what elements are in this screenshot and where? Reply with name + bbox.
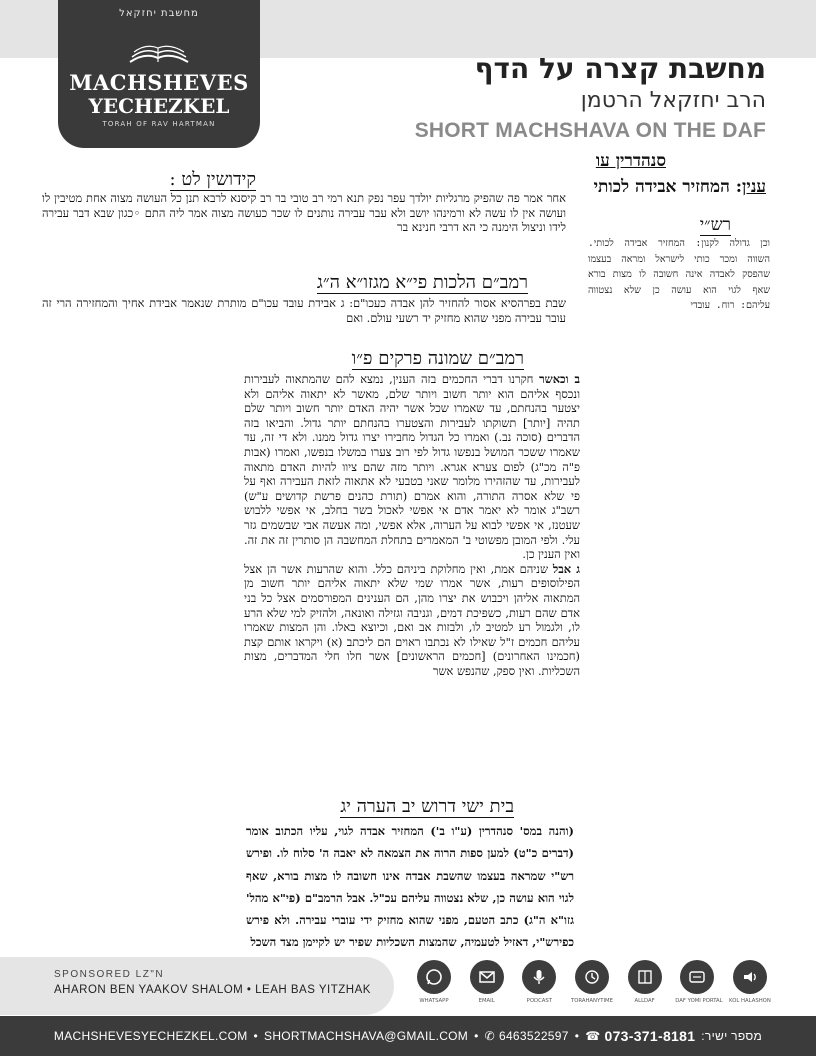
whatsapp-link[interactable] <box>412 960 456 1016</box>
sponsor-banner <box>0 957 394 1015</box>
beis-yishai-heading: בית ישי דרוש יב הערה יג <box>340 796 514 817</box>
footer-separator: • <box>474 1029 479 1043</box>
topic-text: : המחזיר אבידה לכותי <box>593 177 743 197</box>
para2-marker: ג אבל <box>552 561 580 576</box>
page-title-hebrew: מחשבת קצרה על הדף <box>474 52 766 85</box>
icon-label: PODCAST <box>526 998 552 1004</box>
logo-hebrew: מחשבת יחזקאל <box>119 8 199 19</box>
whatsapp-icon <box>417 960 451 994</box>
footer-bar <box>0 1016 816 1056</box>
footer-phone-label: מספר ישיר: <box>701 1029 763 1043</box>
whatsapp-icon: ✆ <box>484 1029 495 1043</box>
torahanytime-icon <box>575 960 609 994</box>
author-name: הרב יחזקאל הרטמן <box>580 88 766 113</box>
footer-website[interactable]: MACHSHEVESYECHEZKEL.COM <box>53 1029 248 1043</box>
logo-tagline: TORAH OF RAV HARTMAN <box>102 120 216 128</box>
kiddushin-heading: קידושין לט : <box>169 169 256 190</box>
topic-label: ענין <box>742 177 766 197</box>
para1-text: חקרנו דברי החכמים בזה הענין, נמצא להם שהמתאוה לעבירות ונכסף אליהם הוא יותר חשוב ויותר שלם, מאשר לא יתאוה אליהם ולא יצטער בהנחתם, עד שאמרו שכל אשר יהיה האדם יותר חשוב ויותר שלם תהיה [יותר] תשוקתו לעבירות והצטערו בהנחתם יותר גדול. והביאו בזה הדברים (סוכה נב.) ואמרו כל הגדול מחבירו יצרו גדול ממנו. ולא די זה, עד שאמרו ששכר המושל בנפשו גדול לפי רוב צערו במשלו בנפשו, ואמרו (אבות פ"ה מכ"ג) לפום צערא אגרא. ויותר מזה שהם ציוו להיות האדם מתאוה לעבירות, עד שהזהירו מלומר שאני בטבעי לא אתאוה לזאת העבירה ואף על פי שלא אסרה התורה, והוא אמרם (תורת כהנים פרשת קדושים ע"ש) רשב"ג אומר לא יאמר אדם אי אפשי לאכול בשר בחלב, אי אפשי ללבוש שעטנז, אי אפשי לבוא על הערוה, אלא אפשי, ומה אעשה אבי שבשמים גזר עלי. ולפי המובן מפשוטי ב' המאמרים בתחלת המחשבה הן סותרין זה את זה. ואין הענין כן. <box>244 372 580 562</box>
shmona-perakim-para2 <box>244 562 580 679</box>
contact-icons <box>412 960 772 1016</box>
daf-reference: סנהדרין עו <box>595 151 666 171</box>
logo <box>58 0 260 148</box>
email-icon <box>470 960 504 994</box>
sponsor-label: SPONSORED LZ"N <box>54 969 165 980</box>
footer-phone-direct[interactable]: 073-371-8181 <box>604 1028 696 1044</box>
shmona-perakim-text <box>244 372 580 776</box>
kolhalashon-icon: ☎ <box>585 1029 601 1043</box>
email-link[interactable] <box>465 960 509 1016</box>
open-book-icon <box>58 40 260 70</box>
logo-line2: YECHEZKEL <box>88 94 230 118</box>
alldaf-icon <box>628 960 662 994</box>
beis-yishai-text: (והנה במס' סנהדרין (ע"ו ב') המחזיר אבדה לגוי, עליו הכתוב אומר (דברים כ"ט) למען ספות הרוה את הצמאה לא יאבה ה' סלוח לו. ופירש רש"י שמראה בעצמו שהשבת אבדה אינו חשובה לו מצות בורא, שאף לגוי הוא עושה כן, שלא נצטווה עליהם עכ"ל. אבל הרמב"ם (פי"א מהל' גזו"א ה"ג) כתב הטעם, מפני שהוא מחזיק ידי עוברי עבירה. ולא פירש כפירש"י, דאזיל לטעמיה, שהמצות השכליות שפיר יש לקיימן מצד השכל <box>246 824 574 950</box>
icon-label: EMAIL <box>478 998 495 1004</box>
rambam-hilchos-heading: רמב״ם הלכות פי״א מגזו״א ה״ג <box>316 272 528 293</box>
kolhalashon-icon <box>733 960 767 994</box>
sponsor-names: AHARON BEN YAAKOV SHALOM • LEAH BAS YITZHAK <box>54 984 371 996</box>
footer-separator: • <box>574 1029 580 1043</box>
podcast-link[interactable] <box>517 960 561 1016</box>
rashi-text: וכן גדולה לקנון: המחזיר אבידה לכותי. השווה ומכר כותי לישראל ומראה בעצמו שהפסק לאבדה אינה חשובה לו מצות בורא שאף לגוי הוא עושה כן שלא נצטווה עליהם: רוח. עובדי <box>588 238 770 311</box>
podcast-icon <box>522 960 556 994</box>
icon-label: DAF YOMI PORTAL <box>675 998 723 1004</box>
dafyomi-portal-icon <box>680 960 714 994</box>
alldaf-link[interactable] <box>623 960 667 1016</box>
footer-email[interactable]: SHORTMACHSHAVA@GMAIL.COM <box>264 1029 469 1043</box>
para1-marker: ב וכאשר <box>539 372 580 386</box>
footer-separator: • <box>253 1029 259 1043</box>
para2-text: שניהם אמת, ואין מחלוקת ביניהם כלל. והוא שהרעות אשר הן אצל הפילוסופים רעות, אשר אמרו שמי שלא יתאוה אליהם יותר חשוב מן המתאוה אליהן ויכבוש את יצרו מהן, הם הענינים המפורסמים אצל כל בני אדם שהם רעות, כשפיכת דמים, וגניבה וגזילה ואונאה, ולהזיק למי שלא הרע לו, ולגמול רע למטיב לו, ולבזות אב ואם, וכיוצא באלו. והן המצות שאמרו עליהם חכמים ז"ל שאילו לא נכתבו ראוים הם ליכתב (א) ויקראו אותם קצת (חכמינו האחרונים) [חכמים הראשונים] אשר חלו חלי המדברים, מצות השכליות. ואין ספק, שהנפש אשר <box>244 561 580 678</box>
icon-label: KOL HALASHON <box>729 998 771 1004</box>
icon-label: ALLDAF <box>634 998 655 1004</box>
icon-label: TORAHANYTIME <box>570 998 613 1004</box>
shmona-perakim-heading: רמב״ם שמונה פרקים פ״ו <box>351 348 524 369</box>
torahanytime-link[interactable] <box>570 960 614 1016</box>
icon-label: WHATSAPP <box>419 998 449 1004</box>
dafyomi-portal-link[interactable] <box>675 960 723 1016</box>
rambam-hilchos-text: שבת בפרהסיא אסור להחזיר להן אבדה כעכו"ם: ג אבידת עובד עכו"ם מותרת שנאמר אבידת אחיך והמחזירה הרי זה עובר עבירה מפני שהוא מחזיק יד רשעי עולם. ואם <box>42 296 566 325</box>
kolhalashon-link[interactable] <box>728 960 772 1016</box>
page-title-english: SHORT MACHSHAVA ON THE DAF <box>414 119 766 142</box>
logo-line1: MACHSHEVES <box>69 70 249 95</box>
rashi-heading: רש״י <box>699 215 731 235</box>
topic-line <box>594 177 766 197</box>
shmona-perakim-para1 <box>244 372 580 562</box>
footer-phone[interactable]: 6463522597 <box>498 1029 569 1043</box>
kiddushin-text: אחר אמר פה שהפיק מרגליות יולדך עפר נפק תנא רמי רב טובי בר רב קיסנא לרבא תנן כל העושה מצוה אחת מטיבין לו ועושה אין לו עשה לא ורמינהו יושב ולא עבר עבירה נותנים לו שכר כעושה מצוה אמר ליה התם ◦כגון שבא דבר עבירה לידו וניצול הימנה כי הא דרבי חנינא בר <box>42 191 566 235</box>
